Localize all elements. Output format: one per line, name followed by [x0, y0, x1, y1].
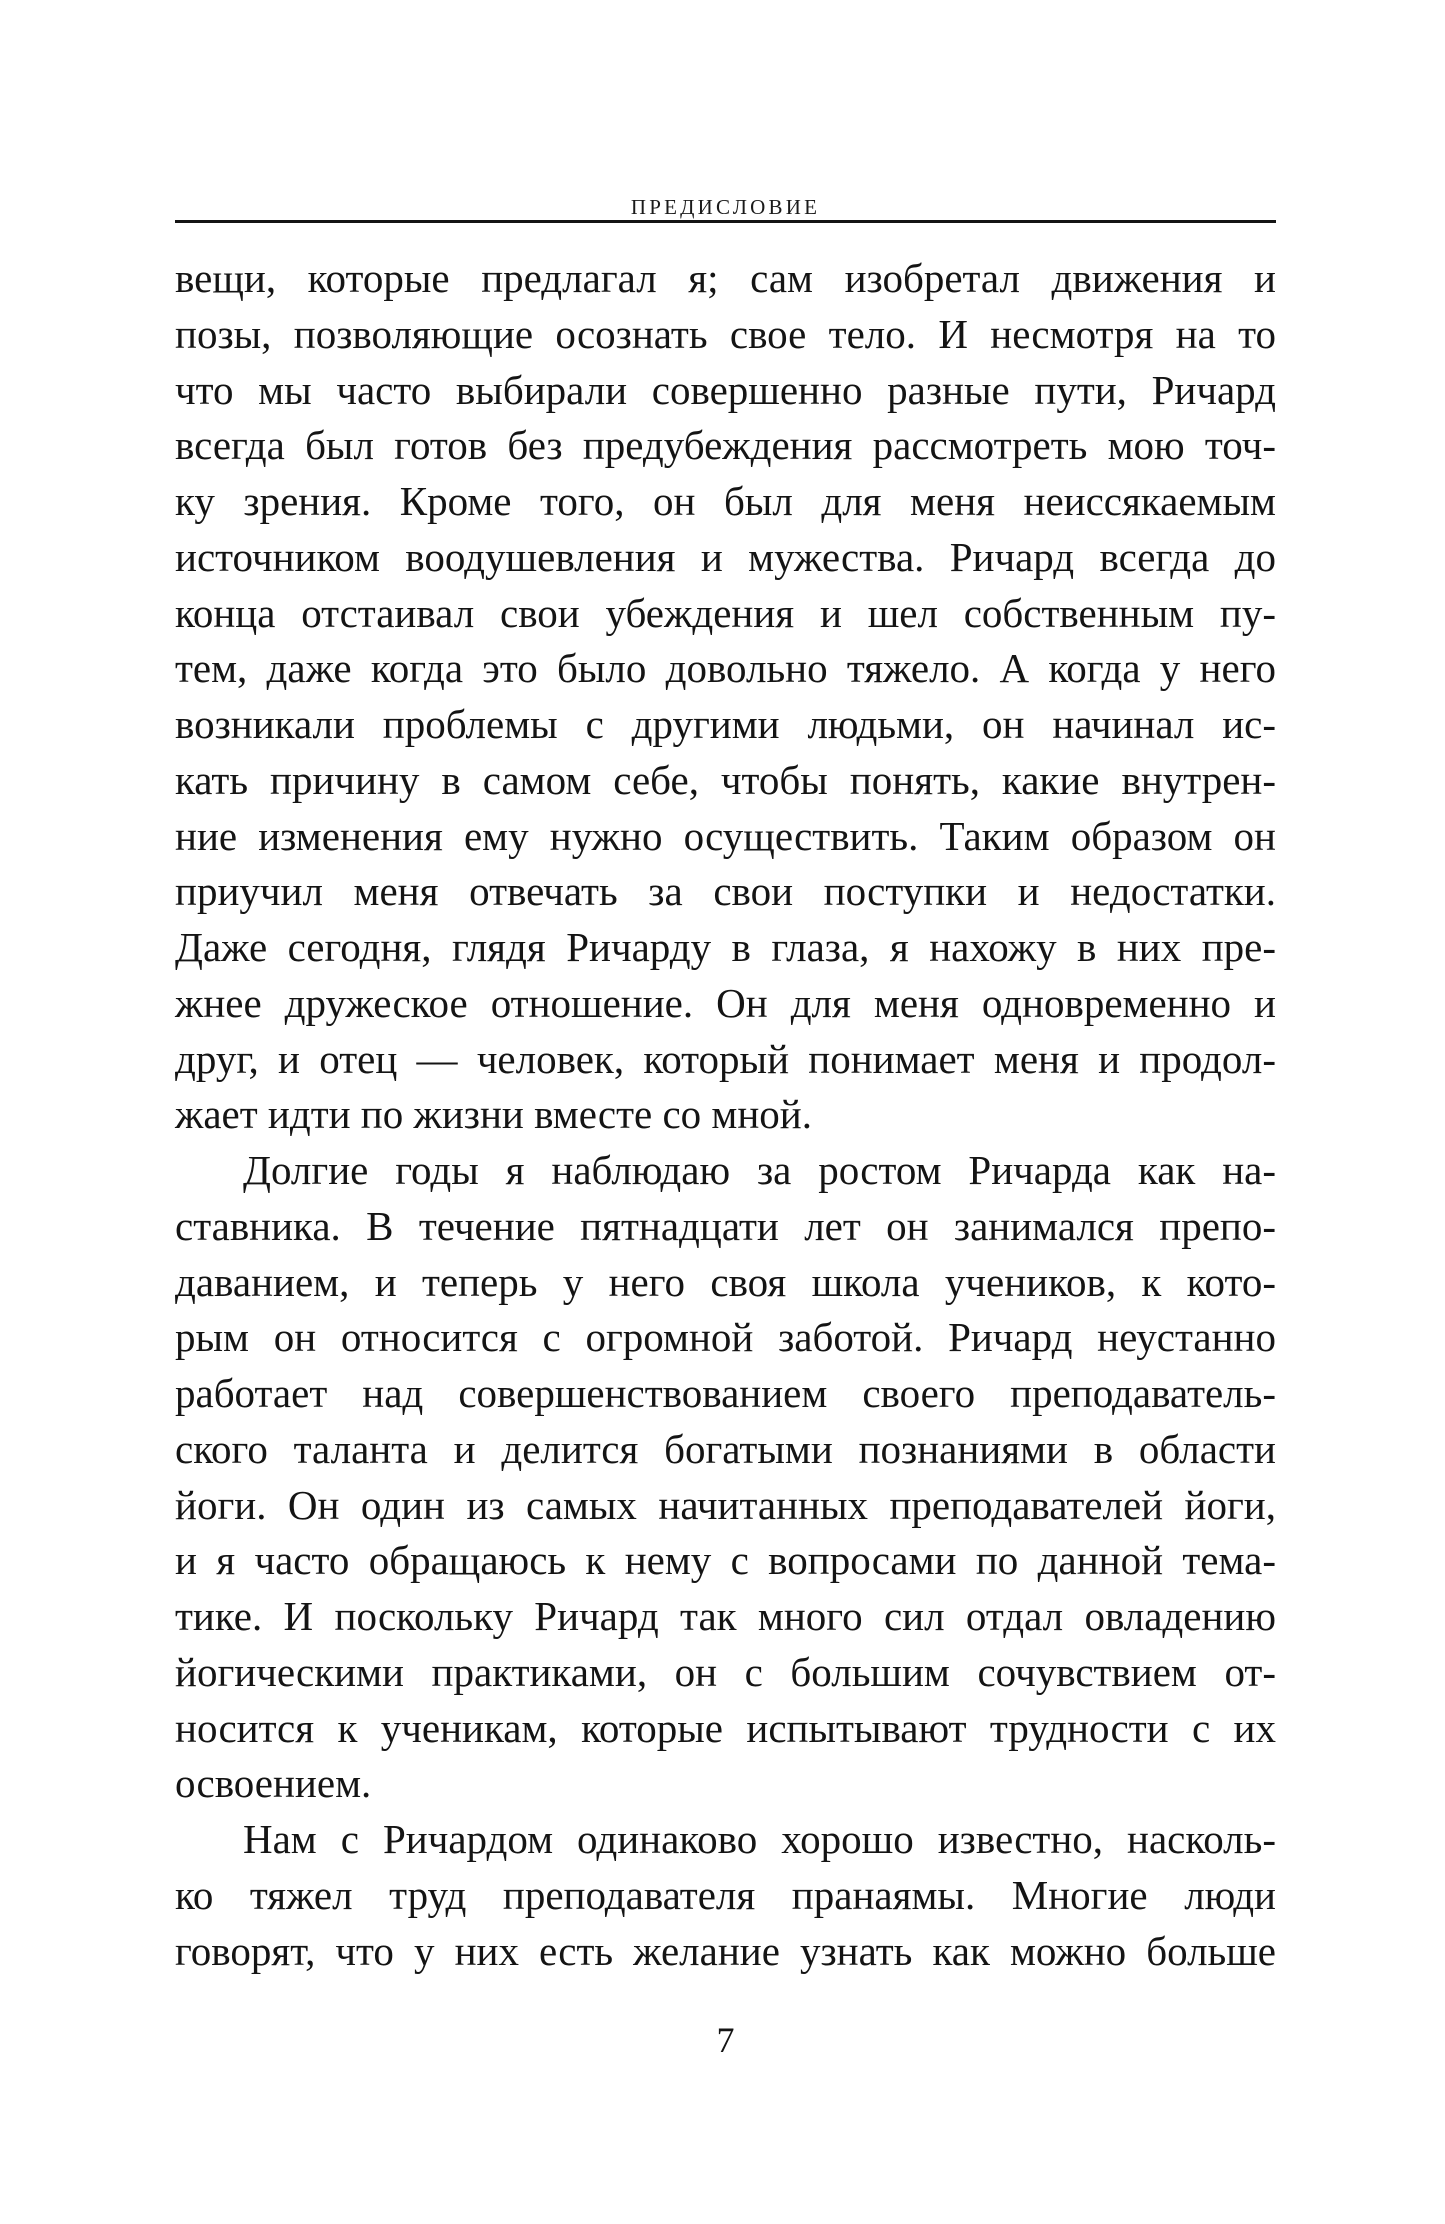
text-line: источником воодушевления и мужества. Ричард всегда до: [175, 533, 1276, 580]
text-line: жнее дружеское отношение. Он для меня одновременно и: [175, 979, 1276, 1026]
text-line: приучил меня отвечать за свои поступки и недостатки.: [175, 868, 1276, 915]
text-line: ку зрения. Кроме того, он был для меня неиссякаемым: [175, 478, 1276, 524]
text-line: тике. И поскольку Ричард так много сил отдал овладению: [175, 1593, 1276, 1639]
text-line: тем, даже когда это было довольно тяжело. А когда у него: [175, 645, 1276, 692]
paragraph-last-line: жает идти по жизни вместе со мной.: [175, 1091, 813, 1138]
header-rule: [175, 220, 1276, 223]
text-line: всегда был готов без предубеждения рассмотреть мою точ-: [175, 422, 1276, 469]
text-line: рым он относится с огромной заботой. Ричард неустанно: [175, 1314, 1276, 1361]
text-line: ставника. В течение пятнадцати лет он занимался препо-: [175, 1202, 1276, 1249]
text-line: что мы часто выбирали совершенно разные пути, Ричард: [175, 366, 1276, 413]
page-number: 7: [716, 2020, 735, 2060]
text-line: кать причину в самом себе, чтобы понять, какие внутрен-: [175, 756, 1276, 803]
body-text: [175, 251, 1276, 1979]
paragraph-last-line: освоением.: [175, 1760, 372, 1807]
text-line: работает над совершенствованием своего преподаватель-: [175, 1370, 1276, 1416]
text-line: позы, позволяющие осознать свое тело. И несмотря на то: [175, 310, 1276, 357]
text-line: возникали проблемы с другими людьми, он начинал ис-: [175, 701, 1276, 747]
text-line: йоги. Он один из самых начитанных преподавателей йоги,: [175, 1481, 1276, 1528]
text-line: и я часто обращаюсь к нему с вопросами по данной тема-: [175, 1537, 1276, 1584]
paragraph-first-line: Нам с Ричардом одинаково хорошо известно, насколь-: [243, 1816, 1276, 1862]
text-line: даванием, и теперь у него своя школа учеников, к кото-: [175, 1258, 1276, 1305]
text-line: ского таланта и делится богатыми познаниями в области: [175, 1425, 1276, 1472]
text-line: ние изменения ему нужно осуществить. Таким образом он: [175, 812, 1276, 859]
running-head: ПРЕДИСЛОВИЕ: [630, 195, 821, 219]
text-line: говорят, что у них есть желание узнать как можно больше: [175, 1927, 1276, 1974]
paragraph-first-line: Долгие годы я наблюдаю за ростом Ричарда как на-: [243, 1147, 1276, 1193]
text-line: конца отстаивал свои убеждения и шел собственным пу-: [175, 589, 1276, 636]
text-line: носится к ученикам, которые испытывают трудности с их: [175, 1704, 1276, 1751]
text-line: йогическими практиками, он с большим сочувствием от-: [175, 1648, 1276, 1695]
text-line: вещи, которые предлагал я; сам изобретал движения и: [175, 255, 1276, 301]
text-line: друг, и отец — человек, который понимает меня и продол-: [175, 1035, 1276, 1082]
text-line: ко тяжел труд преподавателя пранаямы. Многие люди: [175, 1871, 1276, 1918]
text-line: Даже сегодня, глядя Ричарду в глаза, я нахожу в них пре-: [175, 924, 1276, 970]
